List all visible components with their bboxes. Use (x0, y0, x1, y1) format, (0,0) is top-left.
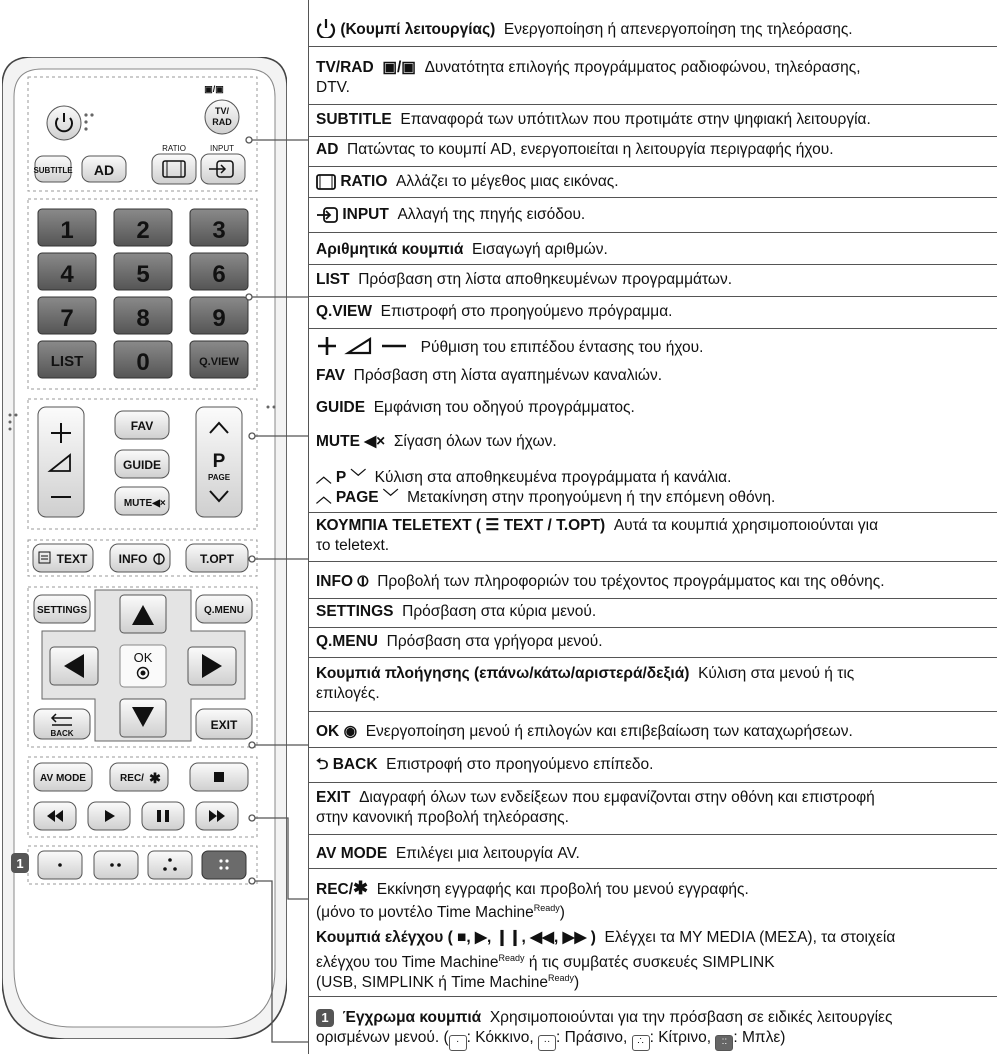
svg-text:SETTINGS: SETTINGS (36, 605, 88, 616)
svg-text:7: 7 (60, 305, 74, 332)
mute-icon: ◀× (152, 498, 166, 509)
guide-button[interactable] (115, 450, 169, 478)
digit-9-button[interactable] (190, 297, 248, 334)
qview-desc: Q.VIEW Επιστροφή στο προηγούμενο πρόγραμμα. (316, 303, 673, 320)
mute-button[interactable] (115, 487, 169, 515)
ok-button[interactable] (120, 645, 166, 687)
ad-button[interactable] (82, 156, 126, 182)
svg-text:8: 8 (136, 305, 150, 332)
input-desc: INPUT Αλλαγή της πηγής εισόδου. (316, 205, 585, 225)
yellow-key-icon: ∴ (632, 1035, 650, 1051)
info-icon: ⦶ (357, 573, 369, 590)
remote-control (2, 57, 287, 1039)
blue-button[interactable] (202, 851, 246, 879)
svg-text:6: 6 (212, 261, 226, 288)
rec-star-icon: ✱ (149, 770, 161, 786)
qmenu-button[interactable] (196, 595, 252, 623)
power-icon (316, 18, 336, 38)
ok-desc: OK ◉ Ενεργοποίηση μενού ή επιλογών και επιβεβαίωση των καταχωρήσεων. (316, 723, 853, 740)
back-desc: ⮌ BACK Επιστροφή στο προηγούμενο επίπεδο. (316, 756, 654, 773)
svg-text:T.OPT: T.OPT (199, 552, 235, 566)
topt-button[interactable] (186, 544, 248, 572)
ok-icon: ◉ (343, 723, 358, 740)
blue-key-icon: :: (715, 1035, 733, 1051)
tvrad-bottom-text: RAD (212, 117, 232, 127)
svg-text:OK: OK (133, 650, 153, 665)
volume-desc: Ρύθμιση του επιπέδου έντασης του ήχου. (316, 336, 703, 358)
program-page-rocker[interactable] (196, 407, 242, 517)
nav-desc: Κουμπιά πλοήγησης (επάνω/κάτω/αριστερά/δεξιά) Κύλιση στα μενού ή τις (316, 665, 855, 682)
fav-desc: FAV Πρόσβαση στη λίστα αγαπημένων καναλιών. (316, 367, 663, 384)
color-legend: ορισμένων μενού. ( · : Κόκκινο, ·· : Πράσινο, ∴ : Κίτρινο, :: : Μπλε) (316, 1028, 785, 1051)
svg-text:9: 9 (212, 305, 226, 332)
exit-desc: EXIT Διαγραφή όλων των ενδείξεων που εμφανίζονται στην οθόνη και επιστροφή (316, 789, 875, 806)
ad-text: AD (93, 162, 115, 178)
back-button[interactable] (34, 709, 90, 739)
mute-desc: MUTE ◀× Σίγαση όλων των ήχων. (316, 433, 557, 450)
volume-rocker[interactable] (38, 407, 84, 517)
page-text: PAGE (207, 473, 231, 482)
control-desc: Κουμπιά ελέγχου ( ■, ▶, ❙❙, ◀◀, ▶▶ ) Ελέγχει τα MY MEDIA (ΜΕΣΑ), τα στοιχεία (316, 929, 896, 946)
p-text: P (212, 451, 226, 472)
digit-7-button[interactable] (38, 297, 96, 334)
fast-forward-button[interactable] (196, 802, 238, 830)
text-icon: ☰ (485, 517, 500, 534)
control-desc-line3: (USB, SIMPLINK ή Time Machine$^{Ready}$) (316, 973, 580, 991)
svg-text:2: 2 (136, 217, 150, 244)
description-panel: (Κουμπί λειτουργίας) Ενεργοποίηση ή απενεργοποίηση της τηλεόρασης. TV/RAD ▣/▣ Δυνατότητα επιλογής προγράμματος ραδιοφώνου, τηλεόρασης, DTV. SUBTITLE Επαναφορά των υπότιτλων που προτιμάτε στην ψηφιακή λειτουργία. AD Πατώντας το κουμπί AD, ενεργοποιείται η λειτουργία περιγραφής ήχου. RATIO Αλλάζει το μέγεθος μιας εικόνας. INPUT Αλλαγή της πηγής εισόδου. Αριθμητικά κουμπιά Εισαγωγή αριθμών. LIST Πρόσβαση στη λίστα αποθηκευμένων προγραμμάτων. Q.VIEW Επιστροφή στο προηγούμενο πρόγραμμα. Ρύθμιση του επιπέδου έντασης του ήχου. FAV Πρόσβαση στη λίστα αγαπημένων καναλιών. GUIDE Εμφάνιση του οδηγού προγράμματος. MUTE ◀× Σίγαση όλων των ήχων. ︿ P ﹀ Κύλιση στα αποθηκευμένα προγράμματα ή κανάλια. ︿ PAGE ﹀ Μετακίνηση στην προηγούμενη ή την επόμενη οθόνη. ΚΟΥΜΠΙΑ TELETEXT ( ☰ TEXT / T.OPT) Αυτά τα κουμπιά χρησιμοποιούνται για το teletext. INFO ⦶ Προβολή των πληροφοριών του τρέχοντος προγράμματος και της οθόνης. SETTINGS Πρόσβαση στα κύρια μενού. Q.MENU Πρόσβαση στα γρήγορα μενού. Κουμπιά πλοήγησης (επάνω/κάτω/αριστερά/δεξιά) Κύλιση στα μενού ή τις επιλογές. OK ◉ Ενεργοποίηση μενού ή επιλογών και επιβεβαίωση των καταχωρήσεων. ⮌ BACK Επιστροφή στο προηγούμενο επίπεδο. EXIT Διαγραφή όλων των ενδείξεων που εμφανίζονται στην οθόνη και επιστροφή στην κανονική προβολή τηλεόρασης. AV MODE Επιλέγει μια λειτουργία AV. REC/✱ Εκκίνηση εγγραφής και προβολή του μενού εγγραφής. (μόνο το μοντέλο Time Machine$^{Ready}$) Κουμπιά ελέγχου ( ■, ▶, ❙❙, ◀◀, ▶▶ ) Ελέγχει τα MY MEDIA (ΜΕΣΑ), τα στοιχεία ελέγχου του Time Machine$^{Ready}$ ή τις συμβατές συσκευές SIMPLINK (USB, SIMPLINK ή Time Machine$^{Ready}$) 1 Έγχρωμα κουμπιά Χρησιμοποιούνται για την πρόσβαση σε ειδικές λειτουργίες ορισμένων μενού. ( · : Κόκκινο, ·· : Πράσινο, ∴ : Κίτρινο, :: : Μπλε) (308, 0, 997, 1054)
digit-5-button[interactable] (114, 253, 172, 290)
green-key-icon: ·· (538, 1035, 556, 1051)
ad-desc: AD Πατώντας το κουμπί AD, ενεργοποιείται η λειτουργία περιγραφής ήχου. (316, 141, 834, 158)
tv-icon: ▣/▣ (382, 59, 416, 76)
volume-icon (316, 336, 412, 356)
svg-text:BACK: BACK (50, 729, 74, 738)
description-border (308, 0, 309, 1054)
svg-text:FAV: FAV (130, 419, 154, 433)
ratio-button[interactable] (152, 154, 196, 184)
input-icon (316, 207, 338, 223)
svg-text:1: 1 (16, 856, 24, 871)
svg-text:TEXT: TEXT (56, 552, 88, 566)
rewind-button[interactable] (34, 802, 76, 830)
svg-text:Q.MENU: Q.MENU (204, 605, 244, 616)
chevron-up-icon: ︿ (316, 469, 332, 486)
play-button[interactable] (88, 802, 130, 830)
settings-button[interactable] (34, 595, 90, 623)
svg-text:AV MODE: AV MODE (40, 773, 86, 784)
settings-desc: SETTINGS Πρόσβαση στα κύρια μενού. (316, 603, 597, 620)
digit-8-button[interactable] (114, 297, 172, 334)
input-small-label: INPUT (210, 144, 234, 153)
svg-text:EXIT: EXIT (210, 718, 238, 732)
info-button[interactable] (110, 544, 170, 572)
qview-button[interactable] (190, 341, 248, 378)
input-button[interactable] (201, 154, 245, 184)
chevron-down-icon: ﹀ (350, 469, 366, 486)
svg-text:MUTE: MUTE (123, 498, 153, 509)
p-desc: ︿ P ﹀ Κύλιση στα αποθηκευμένα προγράμματα ή κανάλια. (316, 469, 732, 486)
nav-left-button[interactable] (50, 647, 98, 685)
svg-text:5: 5 (136, 261, 150, 288)
teletext-desc: ΚΟΥΜΠΙΑ TELETEXT ( ☰ TEXT / T.OPT) Αυτά τα κουμπιά χρησιμοποιούνται για (316, 517, 879, 534)
rec-button[interactable] (110, 763, 168, 791)
mute-desc-icon: ◀× (364, 433, 386, 450)
tvrad-desc: TV/RAD ▣/▣ Δυνατότητα επιλογής προγράμματος ραδιοφώνου, τηλεόρασης, (316, 59, 861, 76)
page-desc: ︿ PAGE ﹀ Μετακίνηση στην προηγούμενη ή την επόμενη οθόνη. (316, 489, 776, 506)
back-icon: ⮌ (316, 756, 329, 773)
svg-text:0: 0 (136, 349, 150, 376)
red-key-icon: · (449, 1035, 467, 1051)
list-desc: LIST Πρόσβαση στη λίστα αποθηκευμένων προγραμμάτων. (316, 271, 733, 288)
svg-text:1: 1 (60, 217, 74, 244)
rec-note: (μόνο το μοντέλο Time Machine$^{Ready}$) (316, 903, 565, 921)
tvrad-mini-icon: ▣/▣ (204, 84, 224, 94)
subtitle-button[interactable] (33, 156, 73, 182)
ratio-small-label: RATIO (162, 144, 186, 153)
subtitle-text: SUBTITLE (33, 166, 73, 175)
color-badge (11, 853, 29, 873)
digit-0-button[interactable] (114, 341, 172, 378)
av-mode-button[interactable] (34, 763, 92, 791)
rec-desc: REC/✱ Εκκίνηση εγγραφής και προβολή του μενού εγγραφής. (316, 878, 749, 898)
svg-text:REC/: REC/ (120, 773, 144, 784)
color-badge-inline: 1 (316, 1009, 334, 1027)
green-button[interactable] (94, 851, 138, 879)
fav-button[interactable] (115, 411, 169, 439)
digit-4-button[interactable] (38, 253, 96, 290)
svg-text:3: 3 (212, 217, 226, 244)
tvrad-top-text: TV/ (214, 106, 230, 116)
list-button[interactable] (38, 341, 96, 378)
power-desc: (Κουμπί λειτουργίας) Ενεργοποίηση ή απενεργοποίηση της τηλεόρασης. (316, 18, 853, 40)
svg-text:INFO: INFO (118, 552, 148, 566)
avmode-desc: AV MODE Επιλέγει μια λειτουργία AV. (316, 845, 580, 862)
numbers-desc: Αριθμητικά κουμπιά Εισαγωγή αριθμών. (316, 241, 608, 258)
digit-3-button[interactable] (190, 209, 248, 246)
qmenu-desc: Q.MENU Πρόσβαση στα γρήγορα μενού. (316, 633, 603, 650)
svg-text:Q.VIEW: Q.VIEW (199, 356, 239, 368)
control-desc-line2: ελέγχου του Time Machine$^{Ready}$ ή τις συμβατές συσκευές SIMPLINK (316, 953, 775, 971)
nav-right-button[interactable] (188, 647, 236, 685)
yellow-button[interactable] (148, 851, 192, 879)
svg-text:4: 4 (60, 261, 74, 288)
nav-down-button[interactable] (120, 699, 166, 737)
text-button[interactable] (33, 544, 93, 572)
star-icon: ✱ (353, 878, 369, 898)
stop-button[interactable] (190, 763, 248, 791)
chevron-down-icon: ﹀ (382, 489, 399, 506)
nav-up-button[interactable] (120, 595, 166, 633)
svg-text:LIST: LIST (50, 353, 84, 370)
tv-rad-button[interactable] (205, 100, 239, 134)
guide-desc: GUIDE Εμφάνιση του οδηγού προγράμματος. (316, 399, 635, 416)
digit-6-button[interactable] (190, 253, 248, 290)
digit-2-button[interactable] (114, 209, 172, 246)
digit-1-button[interactable] (38, 209, 96, 246)
ratio-desc: RATIO Αλλάζει το μέγεθος μιας εικόνας. (316, 172, 619, 192)
chevron-up-icon: ︿ (316, 489, 332, 506)
color-desc: 1 Έγχρωμα κουμπιά Χρησιμοποιούνται για την πρόσβαση σε ειδικές λειτουργίες (316, 1008, 892, 1028)
svg-text:GUIDE: GUIDE (122, 458, 162, 472)
power-button[interactable] (47, 106, 81, 140)
red-button[interactable] (38, 851, 82, 879)
ratio-icon (316, 174, 336, 190)
pause-button[interactable] (142, 802, 184, 830)
exit-button[interactable] (196, 709, 252, 739)
subtitle-desc: SUBTITLE Επαναφορά των υπότιτλων που προτιμάτε στην ψηφιακή λειτουργία. (316, 111, 871, 128)
info-desc: INFO ⦶ Προβολή των πληροφοριών του τρέχοντος προγράμματος και της οθόνης. (316, 573, 885, 590)
